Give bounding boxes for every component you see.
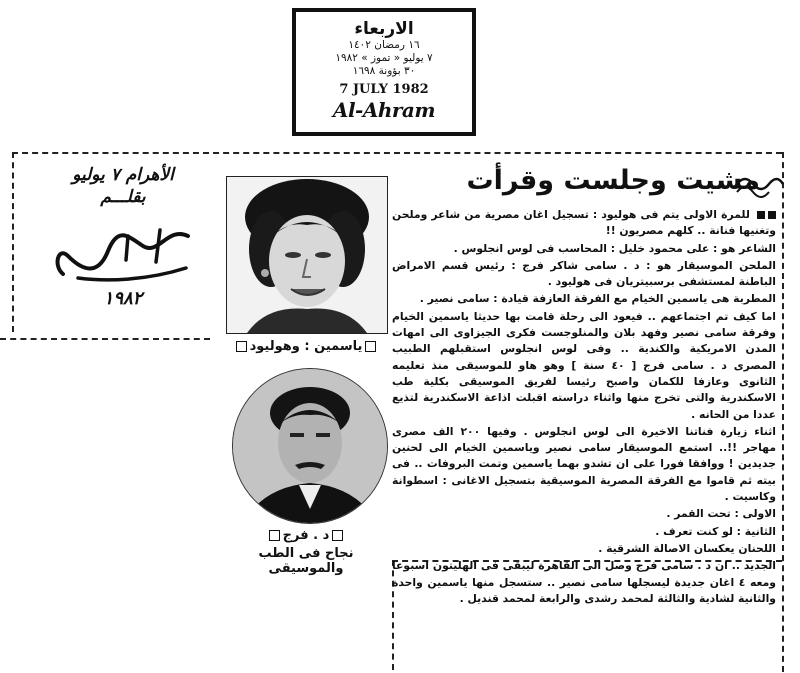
clipping-border-top: [12, 152, 782, 154]
article-paragraph: اللحنان يعكسان الاصالة الشرقية .: [598, 541, 776, 555]
clipping-border-middle: [0, 338, 210, 340]
yasmine-caption: [226, 339, 386, 354]
article-paragraph: الملحن الموسيقار هو : د . سامى شاكر فرج : رئيس قسم الامراض الباطنة لمستشفى برسبيتريان فى هوليود .: [392, 258, 776, 289]
handwritten-source-date: الأهرام ٧ يوليو: [72, 165, 174, 185]
masthead-day: الاربعاء: [354, 19, 414, 39]
caption-box-icon: [332, 530, 343, 541]
bullet-square-icon: [768, 211, 776, 219]
yasmine-caption-text: ياسمين : وهوليود: [249, 339, 363, 354]
handwritten-year: ١٩٨٢: [103, 288, 143, 309]
clipping-border-right: [782, 152, 784, 672]
article-paragraph: المطربة هى ياسمين الخيام مع الفرقة العازفة قيادة : سامى نصير .: [419, 292, 776, 306]
dr-farag-caption-text: د . فرج: [282, 528, 330, 543]
article-paragraph: الاولى : تحت القمر .: [666, 507, 776, 521]
clipping-border-left: [12, 152, 14, 332]
article-headline: مشيت وجلست وقرأت: [466, 165, 760, 196]
article-paragraph: [392, 207, 776, 240]
article-body: [392, 207, 776, 667]
dr-farag-subcaption: نجاح فى الطب والموسيقى: [258, 546, 354, 576]
handwritten-note: [28, 164, 218, 334]
article-paragraph: الجديد .. ان د . سامى فرج وصل الى القاهرة ليبقى فى الهليتون اسبوعا ومعه ٤ اغان جديدة ليسجلها سامى نصير .. ستسجل منها ياسمين واحدة والثانية لشادية والثالثة لمحمد رشدى والرابعة لمحمد قنديل .: [392, 559, 776, 605]
article-paragraph: الشاعر هو : على محمود خليل : المحاسب فى لوس انجلوس .: [453, 241, 776, 255]
dr-farag-caption: [226, 528, 386, 543]
article-paragraph: اما كيف تم اجتماعهم .. فيعود الى رحلة قامت بها حديثا ياسمين الخيام وفرقة سامى نصير وفهد بلان والمنلوجست فكرى الجيزاوى الى امهات المدن الامريكية والكندية .. وفى لوس انجلوس استقبلهم الطبيب المصرى د . سامى فرج [ ٤٠ سنة ] وهو هاو للموسيقى منذ تعليمه الثانوى وعازفا للكمان واصبح رئيسا لفريق الموسيقى بكلية طب الاسكندرية والتى تخرج منها واثناء دراسته اقبلت اذاعة الاسكندرية لتذيع عددا من الحانه .: [392, 309, 776, 421]
article-paragraph: الثانية : لو كنت تعرف .: [655, 524, 776, 538]
caption-box-icon: [365, 341, 376, 352]
handwritten-byline: بقلـــم: [100, 187, 146, 207]
newspaper-masthead: [292, 8, 476, 136]
bullet-square-icon: [757, 211, 765, 219]
masthead-date-hijri: ١٦ رمضان ١٤٠٢: [348, 39, 420, 51]
handwritten-signature: [48, 216, 198, 286]
article-paragraph: اثناء زيارة فناتنا الاخيرة الى لوس انجلوس . وفيها ٢٠٠ الف مصرى مهاجر !!.. استمع الموسيقار سامى نصير وياسمين الخيام الى لحنين جديدين ! ووافقا فورا على ان تشدو بهما ياسمين وتمت البروفات .. فى بيته ثم قاموا مع الفرقة المصرية الموسيقية بتسجيل الاغانى : اسطوانة وكاسيت .: [392, 424, 776, 504]
caption-box-icon: [236, 341, 247, 352]
headline-flourish-icon: [735, 170, 785, 200]
masthead-date-gregorian: ٧ يوليو « تموز » ١٩٨٢: [335, 52, 433, 64]
yasmine-photo: [226, 176, 388, 334]
paragraph-text: للمرة الاولى يتم فى هوليود : تسجيل اغان مصرية من شاعر وملحن وتغنيها فنانة .. كلهم مصريون !!: [392, 208, 776, 238]
al-ahram-logo: Al-Ahram: [332, 98, 436, 122]
dr-farag-photo: [232, 368, 388, 524]
caption-box-icon: [269, 530, 280, 541]
masthead-date-coptic: ٣٠ بؤونة ١٦٩٨: [352, 65, 416, 77]
masthead-date-english: 7 JULY 1982: [339, 82, 429, 97]
